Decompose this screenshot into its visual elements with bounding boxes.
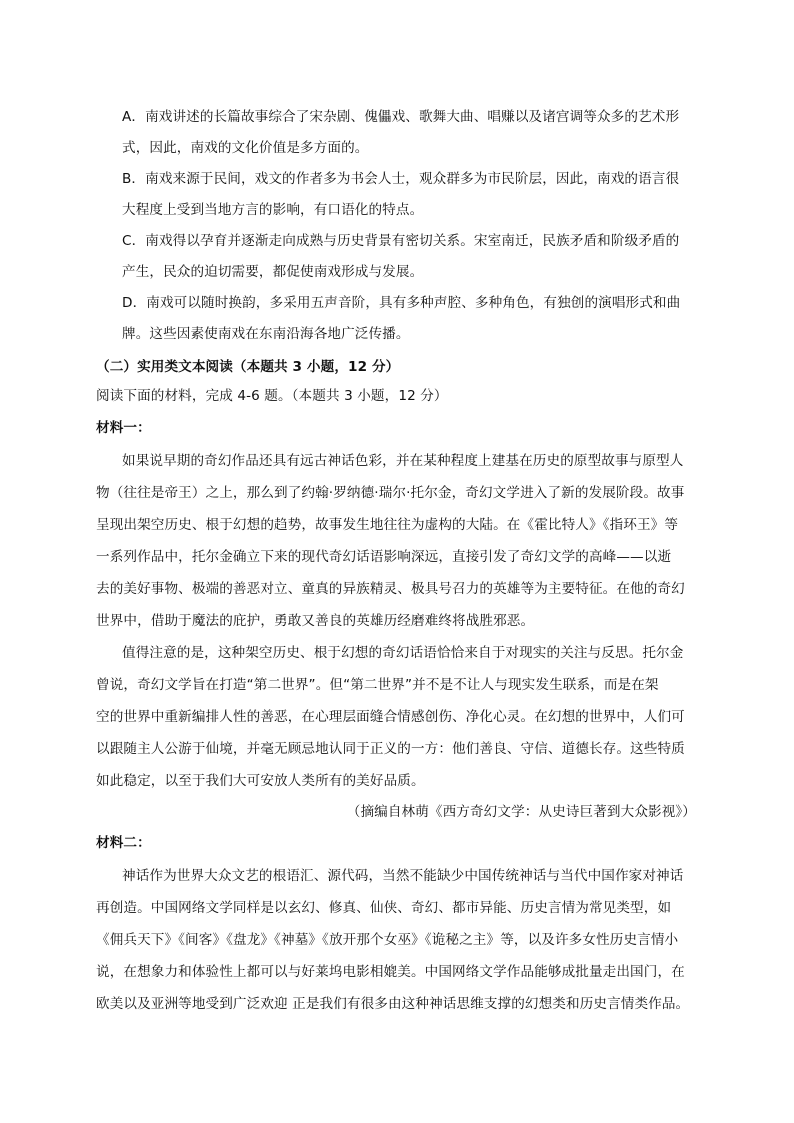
material-1-p2-line: 如此稳定，以至于我们大可安放人类所有的美好品质。 bbox=[96, 773, 425, 789]
material-1-p2-line: 曾说，奇幻文学旨在打造“第二世界”。但“第二世界”并不是不让人与现实发生联系，而是在架 bbox=[96, 677, 659, 693]
material-2-p1-line: 《佣兵天下》《间客》《盘龙》《神墓》《放开那个女巫》《诡秘之主》等，以及许多女性历史言情小 bbox=[96, 932, 679, 948]
option-a-line-2: 式，因此，南戏的文化价值是多方面的。 bbox=[122, 140, 369, 156]
material-2-p1-line: 说，在想象力和体验性上都可以与好莱坞电影相媲美。中国网络文学作品能够成批量走出国门，在 bbox=[96, 964, 685, 980]
option-a-line-1: A．南戏讲述的长篇故事综合了宋杂剧、傀儡戏、歌舞大曲、唱赚以及诸宫调等众多的艺术形 bbox=[122, 109, 680, 125]
material-1-p1-line: 去的美好事物、极端的善恶对立、童真的异族精灵、极具号召力的英雄等为主要特征。在他的奇幻 bbox=[96, 581, 685, 597]
material-1-p1-line: 世界中，借助于魔法的庇护，勇敢又善良的英雄历经磨难终将战胜邪恶。 bbox=[96, 613, 535, 629]
material-1-p1-line: 一系列作品中，托尔金确立下来的现代奇幻话语影响深远，直接引发了奇幻文学的高峰——以逝 bbox=[96, 549, 672, 565]
material-1-p1-line: 如果说早期的奇幻作品还具有远古神话色彩，并在某种程度上建基在历史的原型故事与原型人 bbox=[122, 453, 684, 469]
option-c-line-1: C．南戏得以孕育并逐渐走向成熟与历史背景有密切关系。宋室南迁，民族矛盾和阶级矛盾的 bbox=[122, 233, 680, 249]
material-2-p1-line: 再创造。中国网络文学同样是以玄幻、修真、仙侠、奇幻、都市异能、历史言情为常见类型，如 bbox=[96, 900, 672, 916]
material-2-p1-line: 欧美以及亚洲等地受到广泛欢迎 正是我们有很多由这种神话思维支撑的幻想类和历史言情类作品。 bbox=[96, 996, 690, 1012]
material-1-p1-line: 物（往往是帝王）之上，那么到了约翰·罗纳德·瑞尔·托尔金，奇幻文学进入了新的发展阶段。故事 bbox=[96, 485, 685, 501]
option-c-line-2: 产生，民众的迫切需要，都促使南戏形成与发展。 bbox=[122, 264, 424, 280]
material-2-label: 材料二： bbox=[96, 835, 151, 851]
material-1-p1-line: 呈现出架空历史、根于幻想的趋势，故事发生地往往为虚构的大陆。在《霍比特人》《指环王》等 bbox=[96, 517, 679, 533]
material-1-source: （摘编自林萌《西方奇幻文学：从史诗巨著到大众影视》） bbox=[346, 804, 696, 820]
material-1-label: 材料一： bbox=[96, 420, 151, 436]
option-d-line-1: D．南戏可以随时换韵，多采用五声音阶，具有多种声腔、多种角色，有独创的演唱形式和曲 bbox=[122, 295, 681, 311]
section-instruction: 阅读下面的材料，完成 4-6 题。（本题共 3 小题，12 分） bbox=[96, 388, 448, 404]
option-b-line-2: 大程度上受到当地方言的影响，有口语化的特点。 bbox=[122, 202, 424, 218]
option-b-line-1: B．南戏来源于民间，戏文的作者多为书会人士，观众群多为市民阶层，因此，南戏的语言很 bbox=[122, 171, 680, 187]
section-heading: （二）实用类文本阅读（本题共 3 小题，12 分） bbox=[96, 359, 400, 375]
option-d-line-2: 牌。这些因素使南戏在东南沿海各地广泛传播。 bbox=[122, 326, 410, 342]
material-1-p2-line: 空的世界中重新编排人性的善恶，在心理层面缝合情感创伤、净化心灵。在幻想的世界中，人们可 bbox=[96, 709, 685, 725]
material-1-p2-line: 值得注意的是，这种架空历史、根于幻想的奇幻话语恰恰来自于对现实的关注与反思。托尔金 bbox=[122, 645, 684, 661]
material-2-p1-line: 神话作为世界大众文艺的根语汇、源代码，当然不能缺少中国传统神话与当代中国作家对神话 bbox=[122, 868, 684, 884]
material-1-p2-line: 以跟随主人公游于仙境，并毫无顾忌地认同于正义的一方：他们善良、守信、道德长存。这些特质 bbox=[96, 741, 685, 757]
